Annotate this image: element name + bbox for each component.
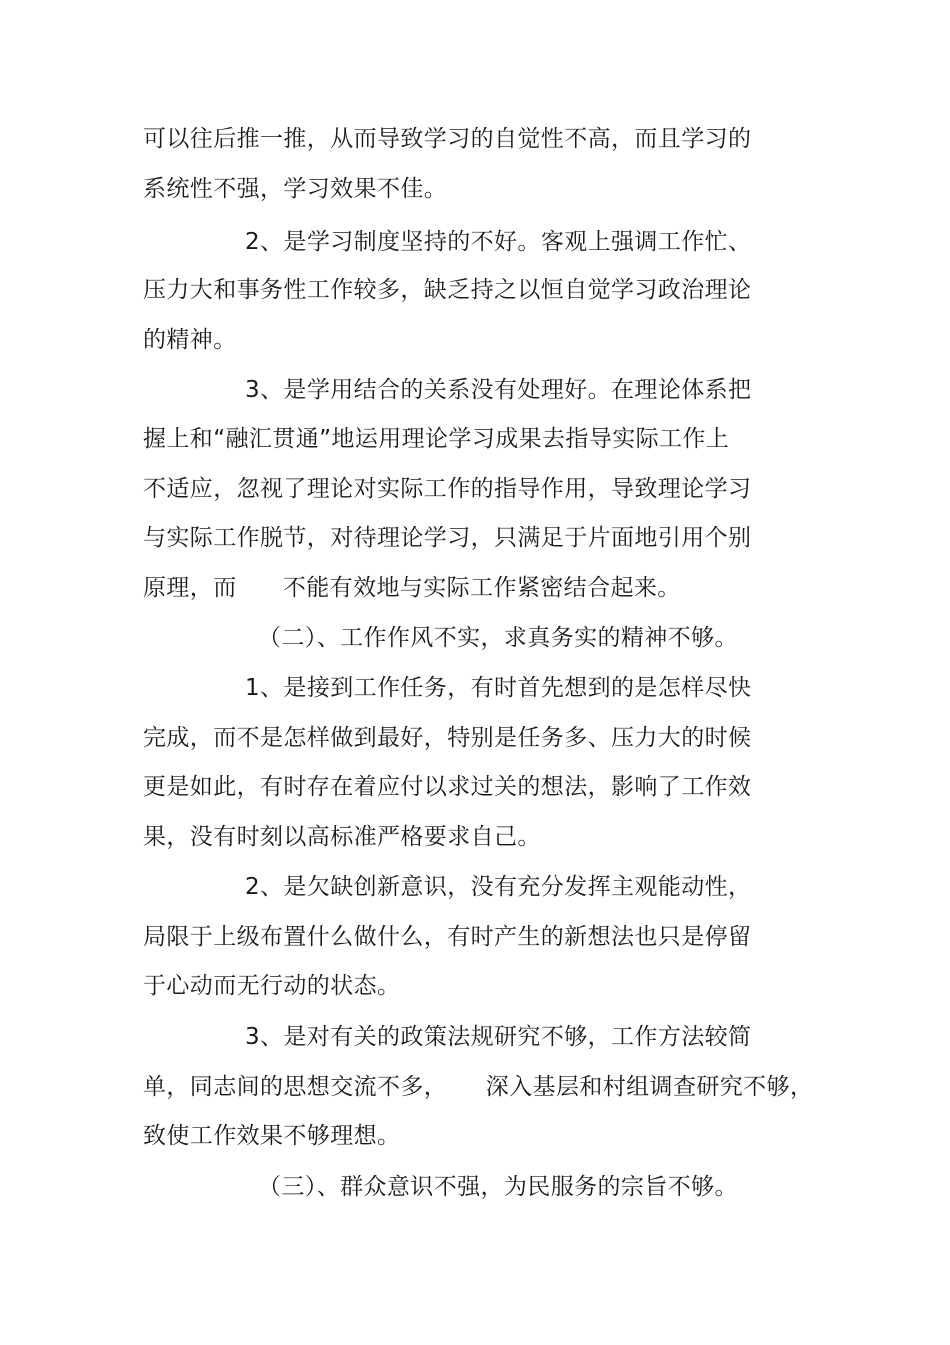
paragraph-line: 不适应，忽视了理论对实际工作的指导作用，导致理论学习 xyxy=(143,476,752,502)
paragraph-line: 原理，而 不能有效地与实际工作紧密结合起来。 xyxy=(143,575,681,601)
paragraph-line: 的精神。 xyxy=(143,327,237,353)
paragraph-line: 于心动而无行动的状态。 xyxy=(143,973,401,999)
section-heading: （二）、工作作风不实，求真务实的精神不够。 xyxy=(258,625,738,651)
paragraph-line: 1、是接到工作任务，有时首先想到的是怎样尽快 xyxy=(245,675,752,701)
paragraph-line: 3、是对有关的政策法规研究不够，工作方法较简 xyxy=(245,1024,752,1050)
paragraph-line: 3、是学用结合的关系没有处理好。在理论体系把 xyxy=(245,377,752,403)
paragraph-line: 压力大和事务性工作较多，缺乏持之以恒自觉学习政治理论 xyxy=(143,277,752,303)
paragraph-line: 2、是欠缺创新意识，没有充分发挥主观能动性， xyxy=(245,874,752,900)
section-heading: （三）、群众意识不强，为民服务的宗旨不够。 xyxy=(258,1174,738,1200)
paragraph-line: 致使工作效果不够理想。 xyxy=(143,1123,401,1149)
paragraph-line: 更是如此，有时存在着应付以求过关的想法，影响了工作效 xyxy=(143,774,752,800)
paragraph-line: 果，没有时刻以高标准严格要求自己。 xyxy=(143,824,541,850)
paragraph-line: 单，同志间的思想交流不多， 深入基层和村组调查研究不够， xyxy=(143,1074,814,1100)
paragraph-line: 系统性不强，学习效果不佳。 xyxy=(143,176,448,202)
paragraph-line: 完成，而不是怎样做到最好，特别是任务多、压力大的时候 xyxy=(143,725,752,751)
paragraph-line: 握上和“融汇贯通”地运用理论学习成果去指导实际工作上 xyxy=(143,426,730,452)
paragraph-line: 2、是学习制度坚持的不好。客观上强调工作忙、 xyxy=(245,229,752,255)
paragraph-line: 与实际工作脱节，对待理论学习，只满足于片面地引用个别 xyxy=(143,525,752,551)
paragraph-line: 可以往后推一推，从而导致学习的自觉性不高，而且学习的 xyxy=(143,126,752,152)
paragraph-line: 局限于上级布置什么做什么，有时产生的新想法也只是停留 xyxy=(143,924,752,950)
